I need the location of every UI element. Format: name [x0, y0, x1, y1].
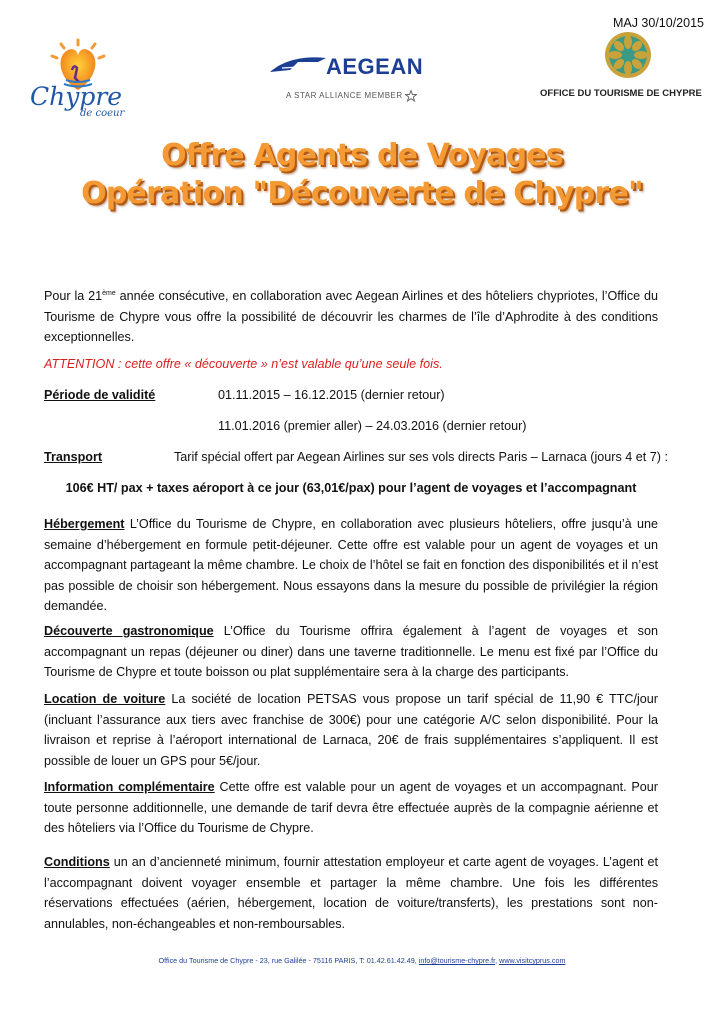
- transport-text: Tarif spécial offert par Aegean Airlines sur ses vols directs Paris – Larnaca (jours 4 et 7) :: [174, 450, 668, 464]
- conditions-paragraph: [44, 852, 658, 934]
- location-label: Location de voiture: [44, 692, 166, 706]
- validity-section: [44, 385, 658, 406]
- validity-period-2: 11.01.2016 (premier aller) – 24.03.2016 (dernier retour): [218, 419, 527, 433]
- hebergement-label: Hébergement: [44, 517, 125, 531]
- hebergement-paragraph: [44, 514, 658, 617]
- star-alliance-icon: [405, 90, 417, 102]
- transport-label: Transport: [44, 450, 103, 464]
- validity-period-1: 01.11.2015 – 16.12.2015 (dernier retour): [218, 388, 445, 402]
- gastronomie-text: L’Office du Tourisme offrira également à l’agent de voyages et son accompagnant un repas (déjeuner ou diner) dans une taverne traditionnelle. Le menu est fixé par l’Office du Tourisme de Chypre et toute boisson ou plat supplémentaire sera à la charge des participants.: [44, 624, 658, 679]
- intro-prefix: Pour la 21: [44, 289, 103, 303]
- conditions-label: Conditions: [44, 855, 110, 869]
- information-text: Cette offre est valable pour un agent de voyages et un accompagnant. Pour toute personne additionnelle, une demande de tarif devra être effectuée auprès de la compagnie aérienne et des hôteliers via l’Office du Tourisme de Chypre.: [44, 780, 658, 835]
- aegean-plane-icon: [268, 52, 328, 82]
- footer-address: Office du Tourisme de Chypre - 23, rue Galilée - 75116 PARIS, T: 01.42.61.42.49,: [158, 956, 419, 965]
- title-line-1: Offre Agents de Voyages: [161, 138, 563, 173]
- intro-paragraph: [44, 286, 658, 348]
- cyprus-emblem-icon: [602, 30, 654, 80]
- aegean-tagline-text: A STAR ALLIANCE MEMBER: [286, 91, 403, 101]
- transport-tarif: 106€ HT/ pax + taxes aéroport à ce jour (63,01€/pax) pour l’agent de voyages et l’accompagnant: [65, 481, 637, 495]
- title-line-2: Opération "Découverte de Chypre": [81, 176, 643, 211]
- update-date: MAJ 30/10/2015: [612, 16, 704, 30]
- location-paragraph: [44, 689, 658, 771]
- office-tourisme-logo: [540, 30, 720, 110]
- transport-section: [44, 447, 668, 468]
- footer-separator: ,: [495, 956, 500, 965]
- footer: [0, 956, 724, 965]
- intro-text: année consécutive, en collaboration avec Aegean Airlines et des hôteliers chypriotes, l’Office du Tourisme de Chypre vous offre la possibilité de découvrir les charmes de l’île d’Aphrodite à des conditions exceptionnelles.: [44, 289, 658, 344]
- attention-note: ATTENTION : cette offre « découverte » n’est valable qu’une seule fois.: [44, 357, 443, 371]
- intro-sup: ème: [102, 289, 116, 297]
- hebergement-text: L’Office du Tourisme de Chypre, en collaboration avec plusieurs hôteliers, offre jusqu’à une semaine d’hébergement en formule petit-déjeuner. Cette offre est valable pour un agent de voyages et un accompagnant partageant la même chambre. Le choix de l’hôtel se fait en fonction des disponibilités et il n’est pas possible de choisir son hébergement. Nous essayons dans la mesure du possible de privilégier la région demandée.: [44, 517, 658, 613]
- chypre-logo-text: Chypre: [30, 82, 123, 111]
- aegean-tagline: [286, 90, 417, 102]
- location-text: La société de location PETSAS vous propose un tarif spécial de 11,90 € TTC/jour (incluant l’assurance aux tiers avec franchise de 300€) pour une catégorie A/C selon disponibilité. Pour la livraison et reprise à l’aéroport international de Larnaca, 20€ de frais supplémentaires s’appliquent. Il est possible de louer un GPS pour 5€/jour.: [44, 692, 659, 768]
- information-label: Information complémentaire: [44, 780, 215, 794]
- aegean-name: AEGEAN: [326, 54, 424, 79]
- footer-website-link[interactable]: www.visitcyprus.com: [499, 956, 566, 965]
- chypre-de-coeur-logo: [28, 38, 128, 126]
- gastronomie-paragraph: [44, 621, 658, 683]
- validity-label: Période de validité: [44, 388, 156, 402]
- information-paragraph: [44, 777, 658, 839]
- chypre-logo-sub: de coeur: [80, 108, 125, 119]
- gastronomie-label: Découverte gastronomique: [44, 624, 214, 638]
- conditions-text: un an d’ancienneté minimum, fournir attestation employeur et carte agent de voyages. L’agent et l’accompagnant doivent voyager ensemble et partager la même chambre. Une fois les différentes réservations effectuées (aérien, hébergement, location de voiture/transferts), les prestations sont non-annulables, non-échangeables et non-remboursables.: [44, 855, 658, 931]
- aegean-logo: [268, 52, 448, 108]
- office-name: OFFICE DU TOURISME DE CHYPRE: [540, 88, 702, 99]
- footer-email-link[interactable]: info@tourisme-chypre.fr: [418, 956, 496, 965]
